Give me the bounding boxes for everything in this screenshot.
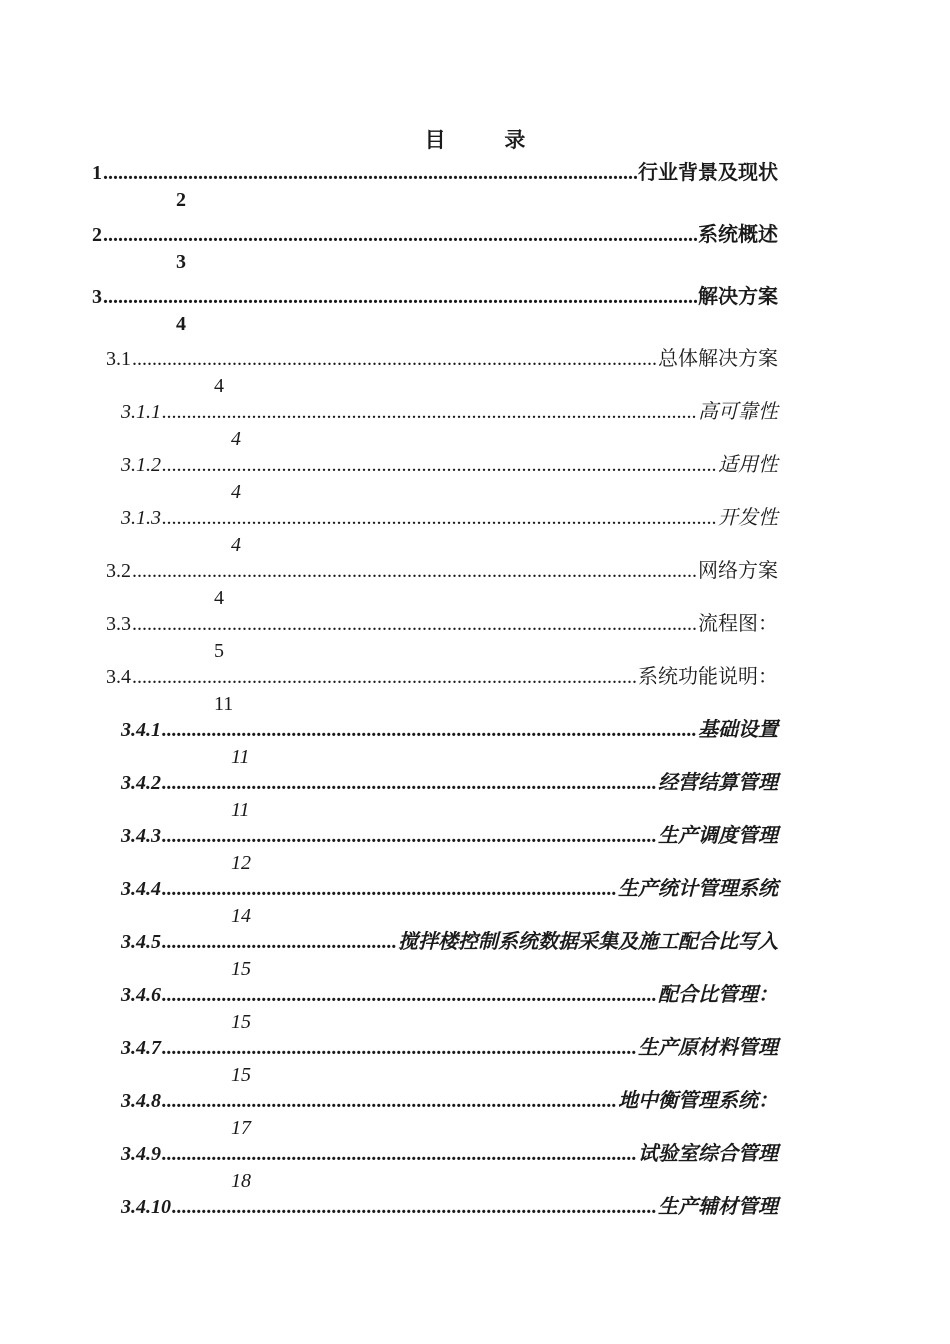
toc-number: 3.3 (106, 613, 131, 635)
toc-entry[interactable] (0, 929, 950, 982)
toc-page-number: 15 (231, 1011, 251, 1033)
toc-page-number: 4 (231, 481, 241, 503)
dot-leader (103, 222, 697, 249)
toc-page-number: 17 (231, 1117, 251, 1139)
dot-leader (162, 1088, 617, 1115)
toc-page-number: 4 (214, 375, 224, 397)
toc-page-number: 4 (231, 428, 241, 450)
toc-page-number: 11 (214, 693, 234, 715)
dot-leader (132, 346, 657, 373)
toc-page-number: 4 (214, 587, 224, 609)
toc-title: 网络方案 (698, 560, 778, 582)
toc-title: 生产调度管理 (658, 825, 778, 847)
toc-number: 3.1.2 (121, 454, 161, 476)
dot-leader (103, 284, 697, 311)
toc-entry[interactable] (0, 823, 950, 876)
toc-number: 3.4.9 (121, 1143, 161, 1165)
dot-leader (103, 160, 637, 187)
toc-entry[interactable] (0, 558, 950, 611)
dot-leader (162, 982, 657, 1009)
toc-entry[interactable] (0, 160, 950, 213)
toc-title: 配合比管理： (658, 984, 778, 1006)
toc-number: 3.4.6 (121, 984, 161, 1006)
dot-leader (162, 929, 397, 956)
toc-entry[interactable] (0, 717, 950, 770)
toc-number: 1 (92, 162, 102, 184)
dot-leader (162, 505, 717, 532)
toc-page-number: 3 (176, 251, 186, 273)
toc-page-number: 2 (176, 189, 186, 211)
toc-number: 3.4.2 (121, 772, 161, 794)
toc-number: 3.4.3 (121, 825, 161, 847)
toc-title: 试验室综合管理 (638, 1143, 778, 1165)
toc-number: 3.4 (106, 666, 131, 688)
toc-number: 2 (92, 224, 102, 246)
dot-leader (162, 399, 697, 426)
toc-title: 生产统计管理系统 (618, 878, 778, 900)
toc-title: 总体解决方案 (658, 348, 778, 370)
toc-number: 3.4.10 (121, 1196, 171, 1218)
toc-number: 3.4.7 (121, 1037, 161, 1059)
toc-number: 3.1.1 (121, 401, 161, 423)
dot-leader (162, 1035, 637, 1062)
toc-entry[interactable] (0, 452, 950, 505)
toc-number: 3.4.1 (121, 719, 161, 741)
toc-page-number: 15 (231, 1064, 251, 1086)
toc-entry[interactable] (0, 399, 950, 452)
toc-title: 地中衡管理系统： (618, 1090, 778, 1112)
toc-page-number: 4 (231, 534, 241, 556)
toc-title: 适用性 (718, 454, 778, 476)
toc-page-number: 4 (176, 313, 186, 335)
toc-entry[interactable] (0, 1035, 950, 1088)
toc-title: 解决方案 (698, 286, 778, 308)
toc-title: 系统概述 (698, 224, 778, 246)
dot-leader (132, 611, 697, 638)
toc-number: 3.4.4 (121, 878, 161, 900)
dot-leader (132, 558, 697, 585)
toc-entry[interactable] (0, 505, 950, 558)
dot-leader (162, 876, 617, 903)
dot-leader (162, 717, 697, 744)
toc-title: 生产原材料管理 (638, 1037, 778, 1059)
toc-entry[interactable] (0, 222, 950, 275)
toc-title: 高可靠性 (698, 401, 778, 423)
toc-title: 流程图： (698, 613, 778, 635)
dot-leader (162, 770, 657, 797)
toc-entry[interactable] (0, 876, 950, 929)
toc-entry[interactable] (0, 770, 950, 823)
toc-page-number: 11 (231, 746, 250, 768)
toc-entry[interactable] (0, 1088, 950, 1141)
toc-number: 3.2 (106, 560, 131, 582)
toc-entry[interactable] (0, 346, 950, 399)
toc-page-number: 12 (231, 852, 251, 874)
toc-title: 基础设置 (698, 719, 778, 741)
toc-title: 生产辅材管理 (658, 1196, 778, 1218)
dot-leader (172, 1194, 657, 1221)
toc-page-number: 11 (231, 799, 250, 821)
dot-leader (162, 452, 717, 479)
dot-leader (162, 823, 657, 850)
toc-heading: 目 录 (424, 128, 545, 152)
toc-number: 3 (92, 286, 102, 308)
toc-entry[interactable] (0, 1194, 950, 1221)
toc-entry[interactable] (0, 1141, 950, 1194)
toc-entry[interactable] (0, 664, 950, 717)
toc-entry[interactable] (0, 284, 950, 337)
toc-entry[interactable] (0, 982, 950, 1035)
toc-number: 3.1.3 (121, 507, 161, 529)
toc-title: 开发性 (718, 507, 778, 529)
toc-title: 搅拌楼控制系统数据采集及施工配合比写入 (398, 931, 778, 953)
toc-number: 3.4.8 (121, 1090, 161, 1112)
toc-page-number: 18 (231, 1170, 251, 1192)
toc-title: 经营结算管理 (658, 772, 778, 794)
toc-page-number: 15 (231, 958, 251, 980)
toc-title: 系统功能说明： (638, 666, 778, 688)
dot-leader (162, 1141, 637, 1168)
toc-number: 3.1 (106, 348, 131, 370)
toc-page-number: 5 (214, 640, 224, 662)
dot-leader (132, 664, 637, 691)
toc-page-number: 14 (231, 905, 251, 927)
toc-entry[interactable] (0, 611, 950, 664)
table-of-contents (0, 160, 950, 1221)
toc-number: 3.4.5 (121, 931, 161, 953)
toc-title: 行业背景及现状 (638, 162, 778, 184)
